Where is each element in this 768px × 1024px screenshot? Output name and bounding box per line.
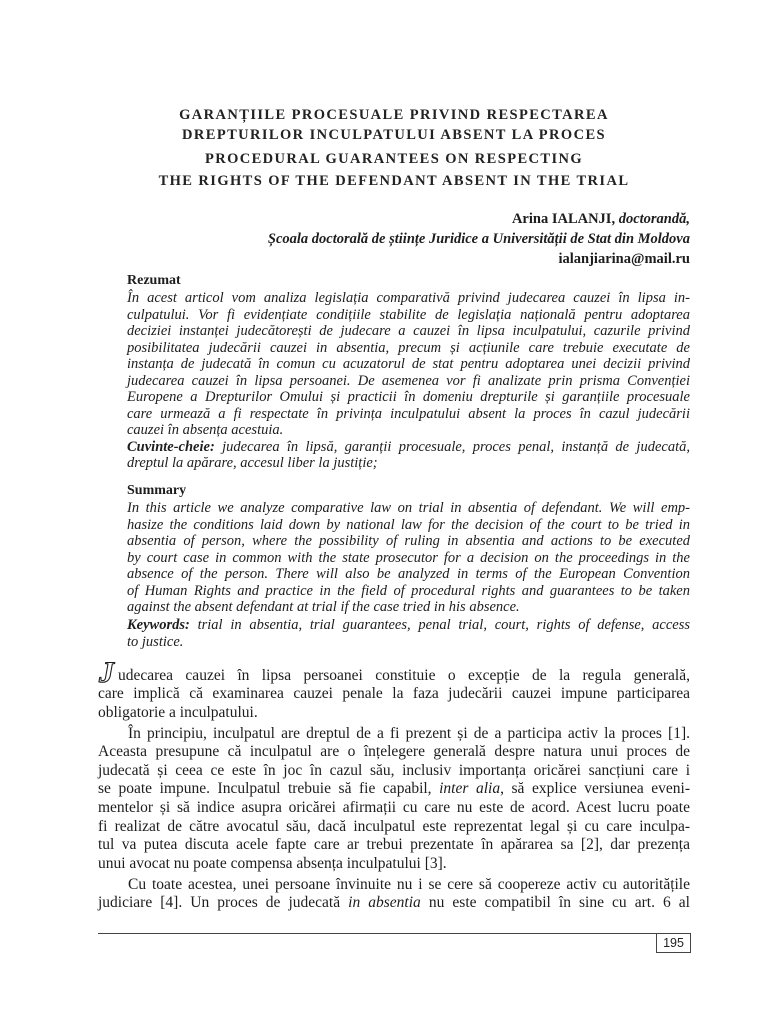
abstract-line: hasize the conditions laid down by national law for the decision of the court to be tried in — [127, 516, 690, 533]
keywords-label: Keywords: — [127, 617, 190, 633]
italic-term: in absentia — [348, 894, 421, 912]
text-run: , să explice versiunea eveni- — [500, 780, 690, 798]
body-line — [98, 655, 690, 689]
abstract-line: In this article we analyze comparative law on trial in absentia of defendant. We will emp- — [127, 500, 690, 516]
author-email: ialanjiarina@mail.ru — [558, 251, 690, 267]
keywords-line: to justice. — [127, 633, 184, 650]
abstract-line: absentia of person, where the possibility of ruling in absentia and actions to be executed — [127, 533, 690, 549]
body-line: În principiu, inculpatul are dreptul de a fi prezent și de a participa activ la proces [1]. — [128, 724, 690, 742]
body-line: Cu toate acestea, unei persoane învinuite nu i se cere să coopereze activ cu autoritățile — [128, 875, 690, 893]
abstract-heading: Summary — [127, 483, 187, 498]
abstract-romanian — [127, 272, 690, 472]
body-line: Aceasta presupune că inculpatul are o înțelegere generală despre natura unui proces de — [98, 743, 690, 761]
abstract-line: culpatului. Vor fi evidențiate condițiile stabilite de legislația națională pentru adoptarea — [127, 306, 690, 323]
body-line: unui avocat nu poate compensa absența inculpatului [3]. — [98, 854, 447, 872]
body-line: tul va putea discuta acele fapte care ar trebui prezentate în apărarea sa [2], dar prezența — [98, 836, 690, 854]
title-english — [98, 149, 690, 192]
body-line: mentelor și să indice asupra oricărei afirmații cu care nu este de acord. Acest lucru poate — [98, 799, 690, 817]
author-role: doctorandă, — [618, 211, 690, 227]
abstract-line: posibilitatea judecării cauzei in absentia, precum și acțiunile care trebuie executate de — [127, 339, 690, 356]
abstract-line: of Human Rights and practice in the field of procedural rights and guarantees to be taken — [127, 582, 690, 599]
body-paragraph — [98, 655, 690, 723]
abstract-line: judecarea cauzei în lipsa persoanei. De asemenea vor fi analizate prin prisma Convenției — [127, 372, 690, 389]
italic-term: inter alia — [439, 780, 501, 798]
text-run: trial in absentia, trial guarantees, penal trial, court, rights of defense, access — [189, 617, 690, 633]
text-run: judecarea în lipsă, garanții procesuale, proces penal, instanță de judecată, — [214, 438, 690, 455]
abstract-line: instanța de judecată în comun cu acuzatorul de stat pentru adoptarea unei decizii privind — [127, 356, 690, 372]
abstract-keywords — [127, 439, 690, 472]
footer-rule — [98, 933, 690, 934]
abstract-line: absence of the person. There will also be analyzed in terms of the European Convention — [127, 566, 690, 582]
body-line — [98, 780, 690, 799]
keywords-line — [127, 439, 690, 456]
abstract-line: by court case in common with the state prosecutor for a decision on the proceedings in the — [127, 549, 690, 566]
body-line: fi realizat de către avocatul său, dacă inculpatul este reprezentat legal și cu care inculpa- — [98, 817, 690, 835]
title-line: GARANȚIILE PROCESUALE PRIVIND RESPECTAREA — [179, 107, 609, 123]
body-line: judecată și ceea ce este în joc în cazul său, inclusiv importanța oricărei sancțiuni care i — [98, 761, 690, 779]
body-paragraph — [98, 876, 690, 913]
keywords-line: dreptul la apărare, accesul liber la justiție; — [127, 455, 378, 471]
text-run: udecarea cauzei în lipsa persoanei constituie o excepție de la regula generală, — [118, 666, 690, 684]
title-romanian — [98, 105, 690, 145]
title-line: PROCEDURAL GUARANTEES ON RESPECTING — [204, 151, 584, 167]
page-number: 195 — [656, 933, 691, 953]
keywords-line — [127, 617, 690, 634]
body-line: care implică că examinarea cauzei penale la faza judecării cauzei impune participarea — [98, 685, 690, 703]
abstract-keywords — [127, 617, 690, 650]
abstract-heading: Rezumat — [127, 273, 181, 288]
author-affiliation: Școala doctorală de științe Juridice a Universității de Stat din Moldova — [267, 231, 690, 247]
abstract-line: against the absent defendant at trial if the case tried in his absence. — [127, 599, 520, 615]
abstract-line: Europene a Drepturilor Omului și practicii în domeniu drepturile și garanțiile procesuale — [127, 389, 690, 405]
title-line: DREPTURILOR INCULPATULUI ABSENT LA PROCES — [182, 127, 606, 143]
drop-cap: J — [99, 655, 114, 689]
abstract-line: deciziei instanței judecătorești de judecare a cauzei în lipsa inculpatului, cazurile privind — [127, 323, 690, 339]
body-line: obligatorie a inculpatului. — [98, 703, 258, 721]
body-line — [98, 894, 690, 913]
article-body — [98, 655, 690, 913]
author-block — [98, 209, 690, 269]
title-line: THE RIGHTS OF THE DEFENDANT ABSENT IN THE TRIAL — [158, 172, 630, 189]
body-paragraph — [98, 725, 690, 874]
author-name: Arina IALANJI, — [511, 211, 616, 227]
keywords-label: Cuvinte-cheie: — [127, 438, 215, 455]
abstract-line: În acest articol vom analiza legislația comparativă privind judecarea cauzei în lipsa in- — [127, 290, 690, 306]
abstract-text — [127, 500, 690, 616]
text-run: se poate impune. Inculpatul trebuie să fie capabil, — [98, 780, 440, 798]
abstract-text — [127, 290, 690, 439]
abstract-line: cauzei în absența acestuia. — [127, 422, 284, 438]
text-run: nu este compatibil în sine cu art. 6 al — [420, 894, 690, 912]
abstract-line: care urmează a fi respectate în privința inculpatului absent la proces în cazul judecării — [127, 405, 690, 422]
text-run: judiciare [4]. Un proces de judecată — [98, 894, 349, 912]
author-line — [98, 209, 690, 229]
abstract-english — [127, 482, 690, 650]
